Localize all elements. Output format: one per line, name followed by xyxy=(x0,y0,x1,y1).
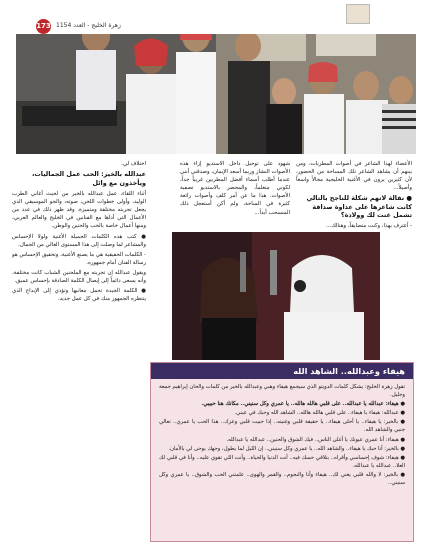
paragraph: ● كتب هذه الكلمات الجميلة الأغنية ولولا الإحساس والمشاعر لما وصلت إلى هذا المستوى العالي من الجمال. xyxy=(12,233,146,248)
paragraph: شهود على توحيل داخل الاستديو إزاء هذه الأصوات النشاز وربما أسعد الإيمان، وصدقني أنني عندما أطلب أسماء أفضل المطربين غريباً جداً، لكوني متعلماً، والمحضر بالاستديو تصفية الأصوات. هذا ما عن أمر كلف وأصوات رائعة كثيرة في الساحة، ولم أكن أستعجل ذلك المنسحب أبداً... xyxy=(180,161,290,216)
box-body xyxy=(159,383,405,488)
lyric-line: ● بالخير: يا هيفاء.. يا أحلى هيفاء.. يا حقيقة قلبي وغنيته.. إذا حبيت قلبي وعزك.. هذا الحب يا عمري.. تعالي جنبي والشاهد الله. xyxy=(159,419,405,434)
paragraph: اختلاف لي. xyxy=(121,161,146,167)
studio-duo-photo xyxy=(172,232,380,360)
paragraph: - أعترف بهذا، وكنت متضايقاً، وهنالك... xyxy=(326,222,412,229)
lyric-line: ● بالخير: أنا حبك يا هيفاء.. والشاهد الله.. يا عمري وكل سنيني.. إن الليل لما يطول، وجهك يوحى لي بالأمان. xyxy=(168,445,405,452)
lyrics-box xyxy=(150,362,414,542)
paragraph: ويقول عبدالله إن تجربته مع الملحنين الشباب كانت مختلفة، وأنه يسعى دائماً إلى إيصال الكلمة الصادقة بإحساس عميق. xyxy=(12,269,146,285)
left-article-column xyxy=(12,160,146,305)
lyric-line: ● هيفاء: أنا عمري عيونك يا أغلى الناس.. فيك الشوق والحنين.. عبدالله يا عبدالله. xyxy=(226,436,405,443)
lyric-line: ● بالخير: لا والله قلبي يغني لك.. هيفاء وأنا والنجوم.. والقمر والهوى.. علمتني الحب والشوق.. يا عمري وكل سنيني.. xyxy=(159,471,405,487)
page-number-badge: 173 xyxy=(36,19,51,34)
right-article-column xyxy=(296,160,412,232)
paragraph: أثناء اللقاء، عمل عبدالله بالخير من لحيث أغاني الطرب الوليد، وأولى خطوات اللحن، صوته، والجو الموسيقي الذي يجعل تجربته مختلفة ومتميزة. وقد ظهر ذلك في عدد من الأعمال التي أداها مع الفنانين في الخليج والعالم العربي، ومنها أعمال خاصة بالحب والحنين والوطن. xyxy=(12,191,146,230)
section-subhead: عبدالله بالخير: الحب عمل الجماليات، ويأخذون مع وائل xyxy=(31,170,146,187)
box-title: هيفاء وعبدالله.. الشاهد الله xyxy=(151,363,413,379)
page-header xyxy=(0,0,422,34)
middle-article-column xyxy=(180,160,290,219)
lyric-line: ● هيفاء: عبدالله يا عبدالله.. على قلبي هالله هالله.. يا عمري وكل سنيني.. مكانك هنا حبيبي. xyxy=(201,401,405,408)
singers-photo xyxy=(172,232,380,360)
box-intro: تقول زهرة الخليج: يشكل كلمات الدويتو الذي سيجمع هيفاء وهبي وعبدالله بالخير من كلمات والحان إبراهيم جمعة وجليل. xyxy=(159,384,405,399)
paragraph: الأعضاء لهذا الشاعر في أصوات المطربات، ومن بينهم أن يشاهد الشاعر تلك المساحة من الحضور، لأن كثيرين يرون في الأغنية الخليجية مجالاً واسعاً وأصيلاً... xyxy=(296,161,412,192)
paragraph: ● الكلمة الجيدة تحمل معانيها وتؤدي إلى الإبداع الذي ينتظره الجمهور منك في كل عمل جديد. xyxy=(12,288,146,303)
lyric-line: ● هيفاء: شوف إحساسي وأقراه.. بتلاقي حسك فيه.. أنت الدنيا والحياة.. وأنت اللي تقوي عليه.. وأنا في قلبي لك العلا.. عبدالله يا عبدالله. xyxy=(159,454,405,469)
paragraph: - الكلمات الحقيقية هي ما يصنع الأغنية، وتحقيق الإحساس هو رسالة الفنان أمام جمهوره. xyxy=(11,251,146,266)
corner-thumbnail xyxy=(346,4,370,24)
question: ● نقالة لاتهم شكلة للناجح بالتالي كانت شاعرها على عداوة صداقة تشمل غنت لك وولادة؟ xyxy=(306,194,412,220)
lyric-line: ● عبدالله: هيفاء يا هيفاء.. على قلبي هالله هالله.. الشاهد الله وحبك في عيني. xyxy=(234,410,405,417)
issue-label: زهرة الخليج - العدد 1154 xyxy=(56,22,121,29)
